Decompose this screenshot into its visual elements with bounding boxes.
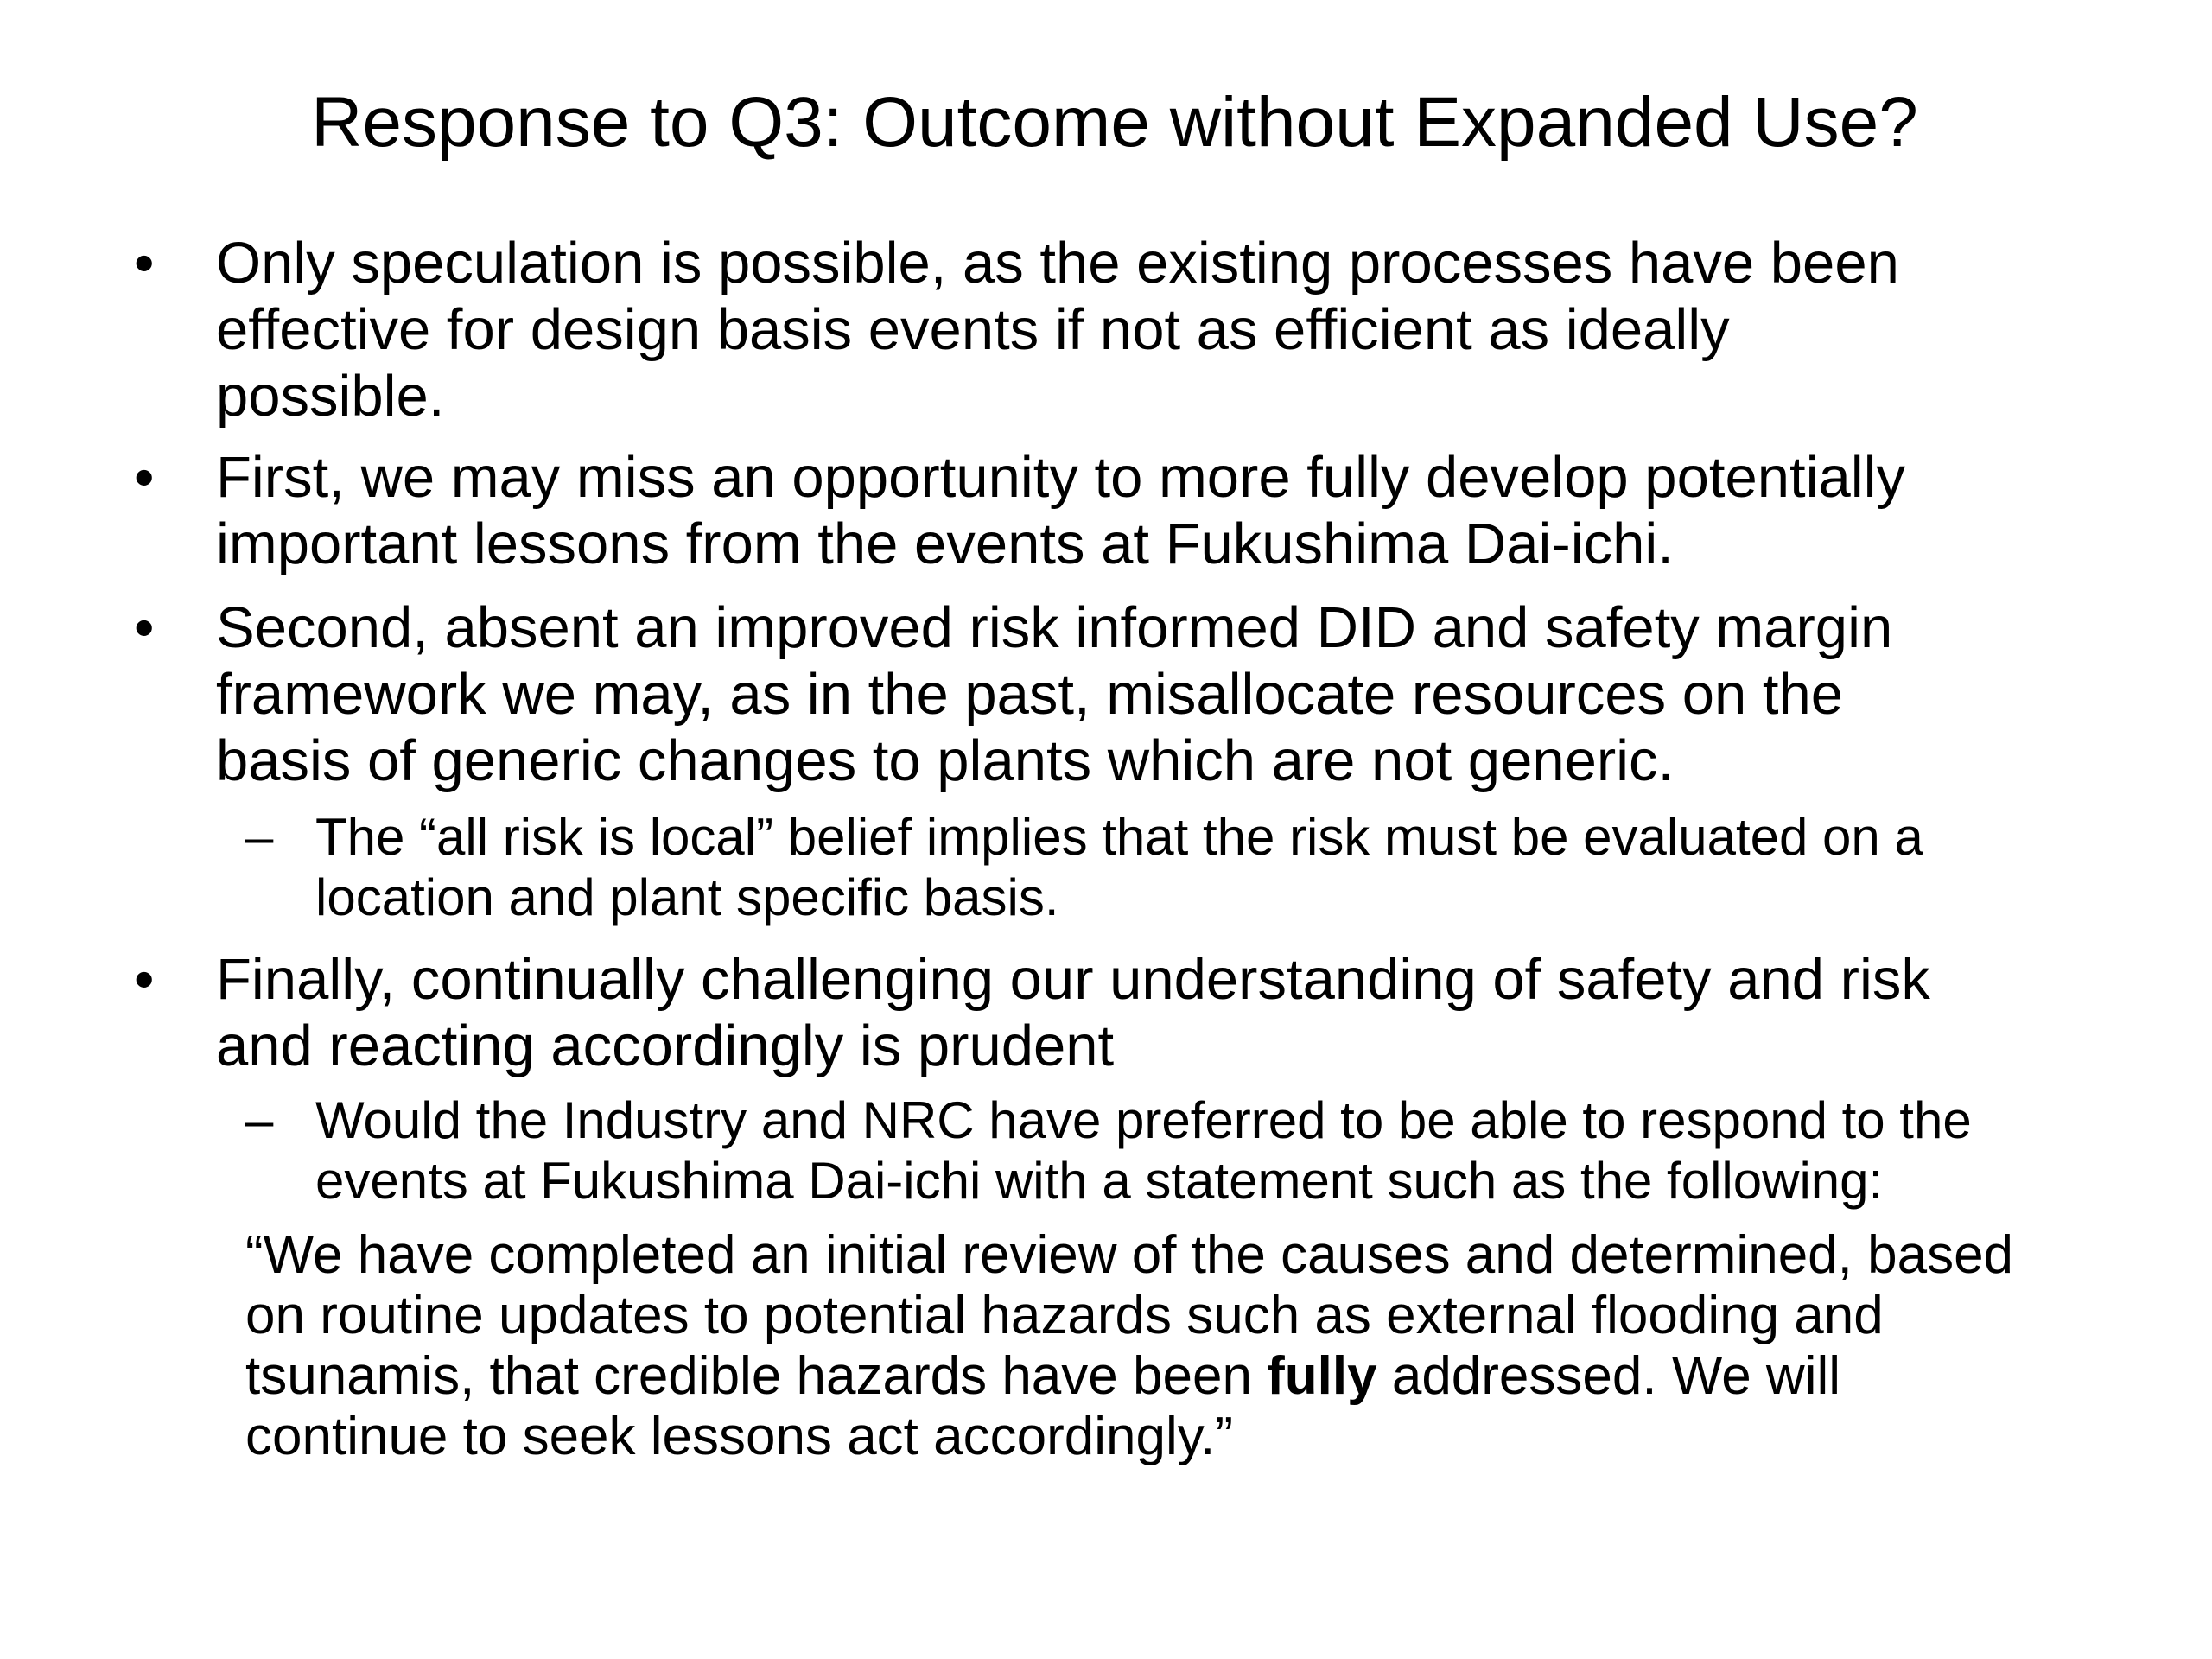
bullet-2 xyxy=(216,444,2152,577)
sub-bullet-4-line-2: events at Fukushima Dai-ichi with a statement such as the following: xyxy=(315,1152,1884,1210)
bullet-4 xyxy=(216,946,2152,1079)
bullet-3-line-1: Second, absent an improved risk informed DID and safety margin xyxy=(216,595,1893,660)
sub-bullet-4 xyxy=(315,1090,2173,1211)
bullet-marker: • xyxy=(134,595,155,660)
bullet-2-line-1: First, we may miss an opportunity to more fully develop potentially xyxy=(216,445,1906,510)
quote-line-1: “We have completed an initial review of the causes and determined, based xyxy=(245,1225,2014,1285)
bullet-1-line-3: possible. xyxy=(216,364,445,429)
quote-line-3 xyxy=(245,1346,2190,1407)
sub-bullet-4-line-1: Would the Industry and NRC have preferred to be able to respond to the xyxy=(315,1091,1972,1149)
sub-bullet-3-line-1: The “all risk is local” belief implies that the risk must be evaluated on a xyxy=(315,808,1923,866)
quote-emphasis: fully xyxy=(1267,1346,1377,1406)
bullet-4-line-2: and reacting accordingly is prudent xyxy=(216,1014,1115,1078)
bullet-4-line-1: Finally, continually challenging our understanding of safety and risk xyxy=(216,947,1930,1012)
sub-bullet-3-line-2: location and plant specific basis. xyxy=(315,868,1059,926)
slide-title: Response to Q3: Outcome without Expanded Use? xyxy=(311,83,1918,162)
bullet-1-line-2: effective for design basis events if not as efficient as ideally xyxy=(216,297,1730,362)
quote-line-4: continue to seek lessons act accordingly.” xyxy=(245,1407,1234,1466)
bullet-marker: • xyxy=(134,445,155,510)
bullet-1-line-1: Only speculation is possible, as the existing processes have been xyxy=(216,231,1899,296)
bullet-3 xyxy=(216,594,2152,794)
bullet-2-line-2: important lessons from the events at Fukushima Dai-ichi. xyxy=(216,512,1674,576)
bullet-3-line-3: basis of generic changes to plants which are not generic. xyxy=(216,728,1675,793)
bullet-1 xyxy=(216,230,2152,429)
bullet-marker: • xyxy=(134,947,155,1012)
bullet-3-line-2: framework we may, as in the past, misallocate resources on the xyxy=(216,662,1844,727)
quote-block xyxy=(245,1225,2190,1467)
bullet-marker: • xyxy=(134,231,155,296)
sub-bullet-marker: – xyxy=(245,808,274,866)
sub-bullet-3 xyxy=(315,807,2173,928)
quote-line-3-before: tsunamis, that credible hazards have been xyxy=(245,1346,1268,1406)
sub-bullet-marker: – xyxy=(245,1091,274,1149)
quote-line-2: on routine updates to potential hazards such as external flooding and xyxy=(245,1286,1884,1345)
quote-line-3-after: addressed. We will xyxy=(1376,1346,1841,1406)
